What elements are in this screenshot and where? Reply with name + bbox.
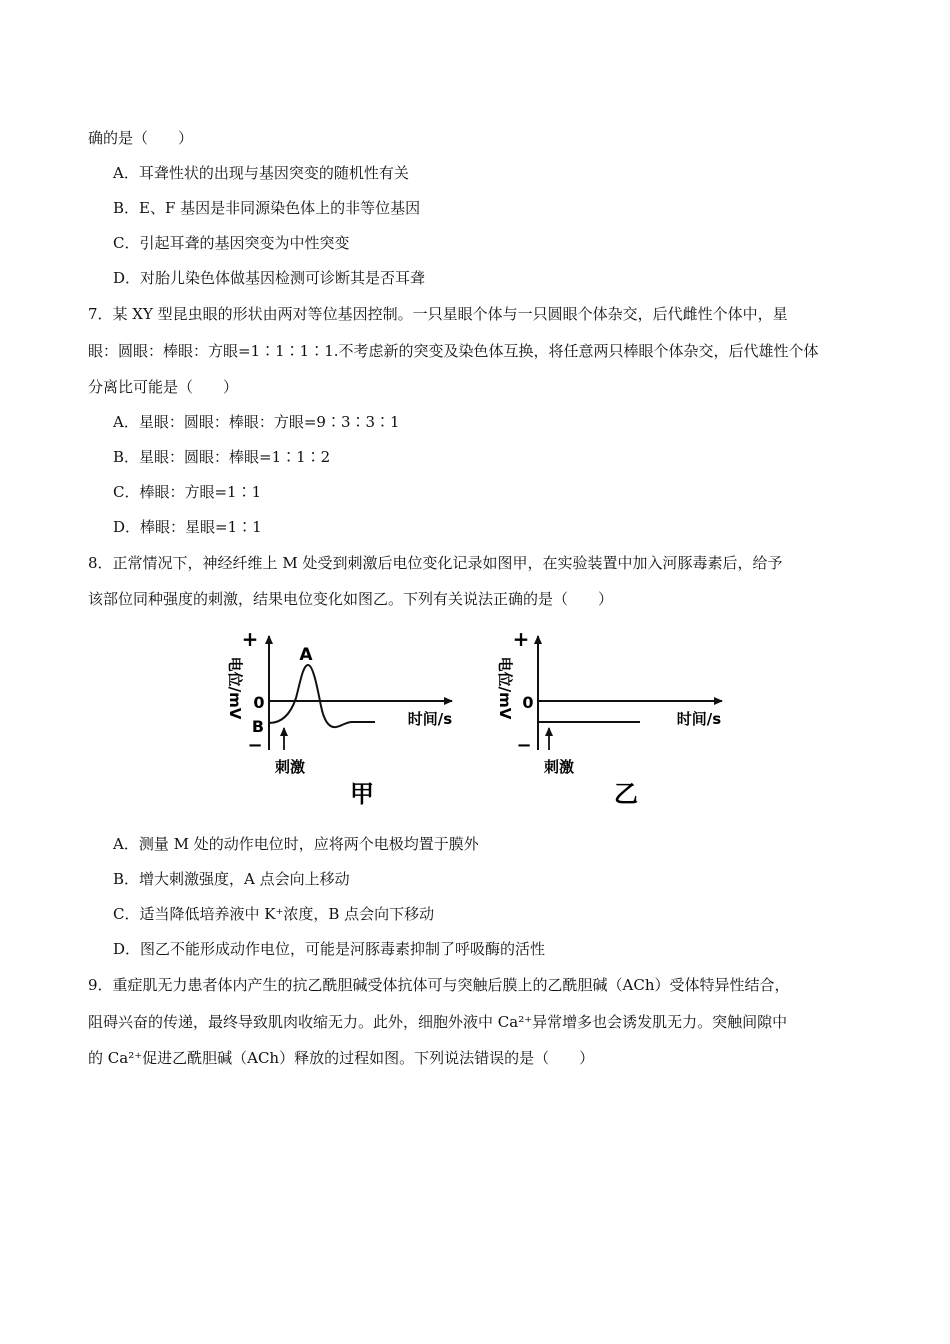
jia-stimulus-label: 刺激: [274, 758, 306, 776]
q9-stem-line-2: 阻碍兴奋的传递，最终导致肌肉收缩无力。此外，细胞外液中 Ca²⁺异常增多也会诱发肌无力。突触间隙中: [88, 1013, 788, 1031]
q6-stem-tail: 确的是（ ）: [88, 129, 194, 147]
figure-jia: [226, 628, 452, 808]
q6-option-b: B．E、F 基因是非同源染色体上的非等位基因: [113, 199, 421, 217]
q7-stem-line-3: 分离比可能是（ ）: [88, 378, 239, 396]
q8-option-c: C．适当降低培养液中 K⁺浓度，B 点会向下移动: [113, 905, 435, 923]
jia-zero-label: 0: [253, 693, 265, 712]
q8-option-b: B．增大刺激强度，A 点会向上移动: [113, 870, 350, 888]
jia-x-label: 时间/s: [407, 710, 453, 728]
yi-zero-label: 0: [522, 693, 534, 712]
q7-stem-line-2: 眼：圆眼：棒眼：方眼=1∶1∶1∶1.不考虑新的突变及染色体互换，将任意两只棒眼个体杂交，后代雄性个体: [88, 342, 819, 360]
yi-minus-sign: −: [516, 735, 532, 756]
yi-x-label: 时间/s: [676, 710, 722, 728]
q6-option-c: C．引起耳聋的基因突变为中性突变: [113, 234, 350, 252]
q6-option-a: A．耳聋性状的出现与基因突变的随机性有关: [113, 164, 409, 182]
q8-stem-line-1: 8．正常情况下，神经纤维上 M 处受到刺激后电位变化记录如图甲，在实验装置中加入河豚毒素后，给予: [88, 554, 783, 572]
q7-option-d: D．棒眼：星眼=1∶1: [113, 518, 262, 536]
jia-plus-sign: +: [241, 628, 259, 651]
yi-plus-sign: +: [512, 628, 530, 651]
q8-stem-line-2: 该部位同种强度的刺激，结果电位变化如图乙。下列有关说法正确的是（ ）: [88, 590, 614, 608]
jia-point-b: B: [251, 717, 265, 736]
q9-stem-line-1: 9．重症肌无力患者体内产生的抗乙酰胆碱受体抗体可与突触后膜上的乙酰胆碱（ACh）受体特异性结合，: [88, 976, 790, 994]
jia-caption: 甲: [350, 780, 374, 808]
yi-caption: 乙: [614, 780, 638, 808]
q7-option-c: C．棒眼：方眼=1∶1: [113, 483, 262, 501]
q9-stem-line-3: 的 Ca²⁺促进乙酰胆碱（ACh）释放的过程如图。下列说法错误的是（ ）: [88, 1049, 595, 1067]
jia-y-label: 电位/mV: [226, 656, 244, 720]
q8-option-a: A．测量 M 处的动作电位时，应将两个电极均置于膜外: [113, 835, 479, 853]
figure-yi: [496, 628, 722, 808]
yi-stimulus-label: 刺激: [543, 758, 575, 776]
q7-option-b: B．星眼：圆眼：棒眼=1∶1∶2: [113, 448, 331, 466]
jia-minus-sign: −: [247, 735, 263, 756]
q7-stem-line-1: 7．某 XY 型昆虫眼的形状由两对等位基因控制。一只星眼个体与一只圆眼个体杂交，后代雌性个体中，星: [88, 305, 788, 323]
q6-option-d: D．对胎儿染色体做基因检测可诊断其是否耳聋: [113, 269, 426, 287]
q7-option-a: A．星眼：圆眼：棒眼：方眼=9∶3∶3∶1: [113, 413, 400, 431]
jia-action-potential-curve: [269, 665, 375, 727]
membrane-potential-figure: [220, 628, 740, 813]
yi-y-label: 电位/mV: [496, 656, 514, 720]
q8-option-d: D．图乙不能形成动作电位，可能是河豚毒素抑制了呼吸酶的活性: [113, 940, 546, 958]
jia-point-a: A: [299, 645, 313, 665]
